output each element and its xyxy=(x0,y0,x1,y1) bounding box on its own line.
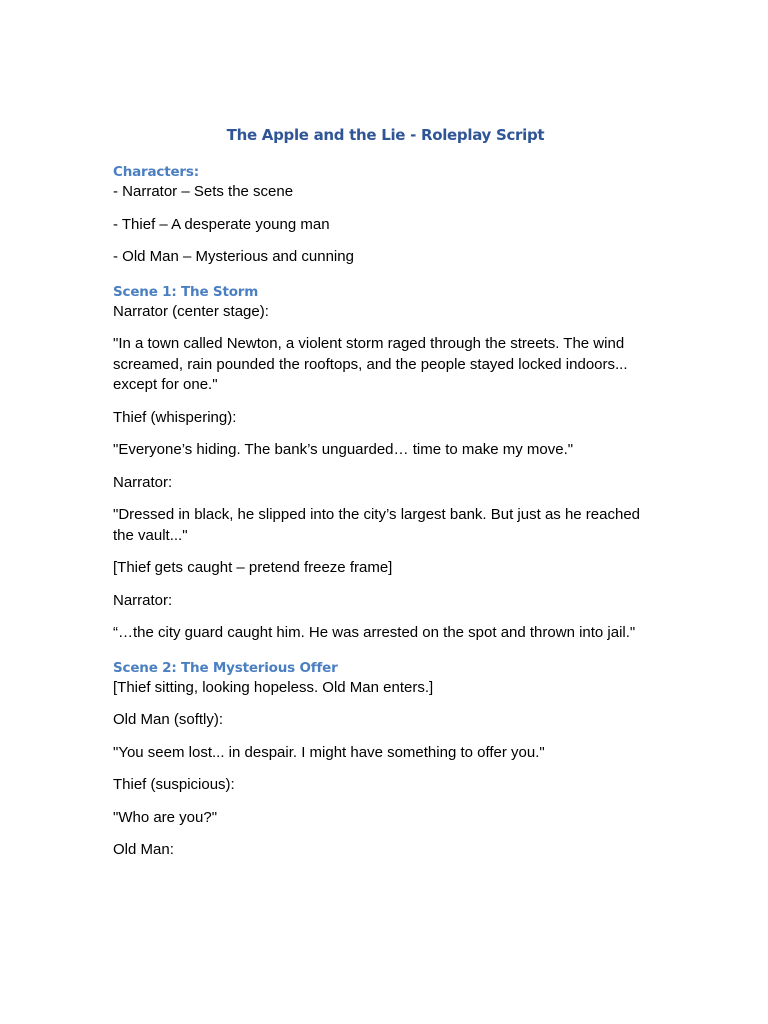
script-line: "In a town called Newton, a violent storm raged through the streets. The wind screamed, rain pounded the rooftops, and the people stayed locked indoors... except for one." xyxy=(113,335,628,393)
character-line: - Thief – A desperate young man xyxy=(113,215,330,233)
script-line: Narrator: xyxy=(113,473,173,491)
script-line: “…the city guard caught him. He was arrested on the spot and thrown into jail." xyxy=(113,624,636,641)
script-line: "Dressed in black, he slipped into the city’s largest bank. But just as he reached the vault..." xyxy=(113,506,641,544)
script-line: Thief (suspicious): xyxy=(113,776,235,793)
stage-direction: [Thief gets caught – pretend freeze frame] xyxy=(113,559,393,576)
script-line: "Everyone’s hiding. The bank’s unguarded… time to make my move." xyxy=(113,441,574,458)
scene-2-heading: Scene 2: The Mysterious Offer xyxy=(113,659,338,676)
script-line: "Who are you?" xyxy=(113,808,218,826)
script-line: Old Man: xyxy=(113,841,174,858)
characters-heading: Characters: xyxy=(113,164,199,180)
character-line: - Old Man – Mysterious and cunning xyxy=(113,248,354,265)
script-line: Narrator (center stage): xyxy=(113,302,269,320)
script-line: Narrator: xyxy=(113,591,173,609)
character-line: - Narrator – Sets the scene xyxy=(113,183,294,200)
script-line: "You seem lost... in despair. I might have something to offer you." xyxy=(113,743,545,761)
stage-direction: [Thief sitting, looking hopeless. Old Man enters.] xyxy=(113,678,434,696)
script-line: Old Man (softly): xyxy=(113,711,224,728)
document-title: The Apple and the Lie - Roleplay Script xyxy=(226,126,545,144)
scene-1-heading: Scene 1: The Storm xyxy=(113,283,259,300)
document-page xyxy=(113,124,658,873)
script-line: Thief (whispering): xyxy=(113,408,237,426)
